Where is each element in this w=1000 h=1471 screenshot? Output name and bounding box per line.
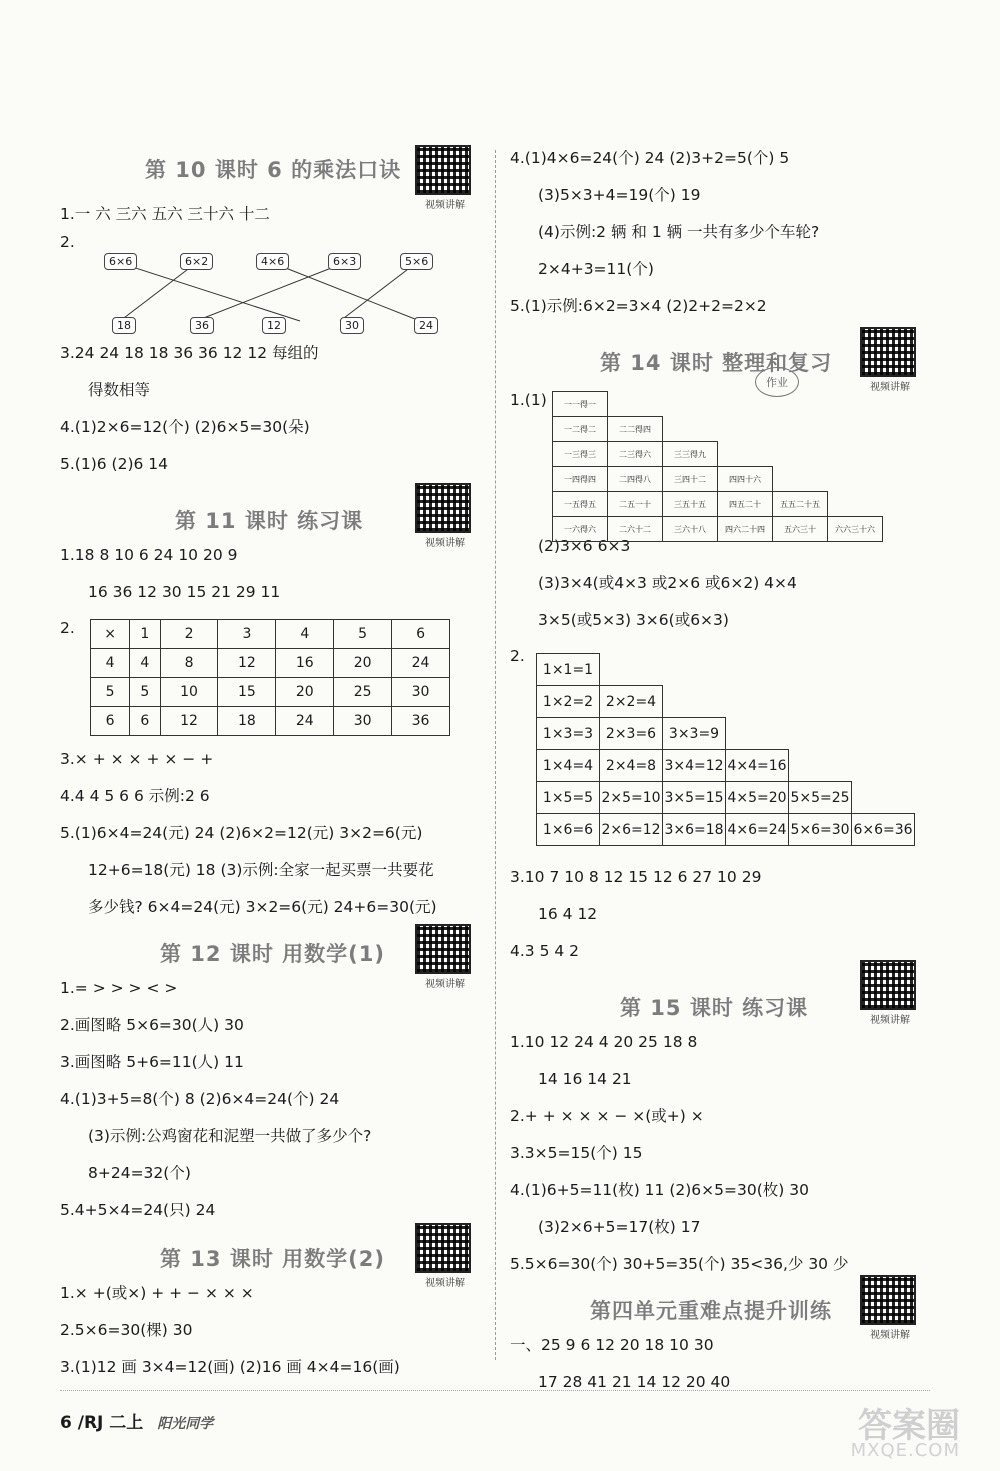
table-cell: 24 [392,649,450,678]
rhyme-cell [608,392,663,417]
table-cell: 3×4=12 [663,750,726,782]
table-cell: 36 [392,707,450,736]
rhyme-cell: 二六十二 [608,517,663,542]
table-cell: 5 [130,678,160,707]
table-row [537,686,915,718]
answer-line: 3.3×5=15(个) 15 [510,1144,643,1162]
table-cell: 30 [334,707,392,736]
table-row [553,517,883,542]
table-cell: 6 [91,707,130,736]
table-cell [789,686,852,718]
table-cell: 10 [160,678,218,707]
table-cell: 30 [392,678,450,707]
watermark-url: MXQE.COM [850,1440,960,1461]
section-10-header [60,140,480,211]
question-number: 2. [60,619,75,637]
value-chip: 30 [340,317,364,334]
table-row [553,417,883,442]
table-cell: 16 [276,649,334,678]
section-16-header [510,1281,930,1341]
answer-line: 1.× +(或×) + + − × × × [60,1284,254,1302]
rhyme-cell: 一一得一 [553,392,608,417]
table-cell [852,654,915,686]
table-cell: 18 [218,707,276,736]
expr-chip: 6×6 [104,253,137,270]
table-cell [789,654,852,686]
section-title: 第 12 课时 用数学(1) [160,942,385,966]
rhyme-cell [828,417,883,442]
table-row [91,678,450,707]
rhyme-cell [773,467,828,492]
rhyme-cell [773,392,828,417]
section-title: 第四单元重难点提升训练 [590,1299,832,1323]
answer-line: 17 28 41 21 14 12 20 40 [538,1373,731,1391]
table-cell: 4×5=20 [726,782,789,814]
answer-line: 5.(1)6 (2)6 14 [60,455,169,473]
answer-line: 得数相等 [88,381,151,399]
answer-line: 12+6=18(元) 18 (3)示例:全家一起买票一共要花 [88,861,434,879]
answer-line: 1.18 8 10 6 24 10 20 9 [60,546,238,564]
table-cell: 4×6=24 [726,814,789,846]
table-cell: 6 [130,707,160,736]
table-cell: 12 [160,707,218,736]
answer-line: 2×4+3=11(个) [538,260,654,278]
value-chip: 24 [414,317,438,334]
rhyme-cell: 四六二十四 [718,517,773,542]
table-cell: 2×2=4 [600,686,663,718]
table-cell [663,686,726,718]
section-15-header [510,978,930,1032]
value-chip: 18 [112,317,136,334]
rhyme-cell [718,442,773,467]
answer-line: 4.(1)3+5=8(个) 8 (2)6×4=24(个) 24 [60,1090,340,1108]
value-chip: 12 [262,317,286,334]
rhyme-cell: 四四十六 [718,467,773,492]
table-row [553,442,883,467]
answer-line: (4)示例:2 辆 和 1 辆 一共有多少个车轮? [538,223,820,241]
table-row [91,620,450,649]
table-cell [726,718,789,750]
answer-line: 16 4 12 [538,905,598,923]
table-cell: 5 [334,620,392,649]
table-cell: 2×6=12 [600,814,663,846]
answer-line: 1.= > > > < > [60,979,178,997]
table-row [537,782,915,814]
rhyme-cell: 三五十五 [663,492,718,517]
question-number: 2. [510,647,525,665]
qr-code[interactable]: 视频讲解 [415,145,475,211]
table-cell: 2×5=10 [600,782,663,814]
table-cell: 3×3=9 [663,718,726,750]
table-cell [852,750,915,782]
rhyme-cell: 六六三十六 [828,517,883,542]
table-cell: 2×4=8 [600,750,663,782]
qr-code[interactable]: 视频讲解 [415,1223,475,1289]
answer-line: 5.(1)6×4=24(元) 24 (2)6×2=12(元) 3×2=6(元) [60,824,423,842]
rhyme-cell [663,417,718,442]
table-cell: 4 [91,649,130,678]
answer-line: 2.+ + × × × − ×(或+) × [510,1107,704,1125]
table-cell [852,782,915,814]
brand-logo: 阳光同学 [157,1416,214,1432]
left-column [60,140,480,1394]
table-cell: × [91,620,130,649]
table-cell: 3 [218,620,276,649]
section-title: 第 11 课时 练习课 [175,509,364,533]
rhyme-cell: 一四得四 [553,467,608,492]
rhyme-cell [718,392,773,417]
rhyme-cell [828,467,883,492]
section-title: 第 13 课时 用数学(2) [160,1247,385,1271]
multiplication-triangle [536,653,915,846]
table-cell: 15 [218,678,276,707]
answer-line: 2.5×6=30(棵) 30 [60,1321,193,1339]
qr-code[interactable]: 视频讲解 [860,1275,920,1341]
section-title: 第 14 课时 整理和复习 [600,351,833,375]
rhyme-cell [773,417,828,442]
rhyme-cell: 二二得四 [608,417,663,442]
table-cell: 1 [130,620,160,649]
table-cell: 8 [160,649,218,678]
table-cell [663,654,726,686]
table-row [553,392,883,417]
table-cell: 1×2=2 [537,686,600,718]
answer-line: (3)2×6+5=17(枚) 17 [538,1218,701,1236]
stamp: 作业 [755,367,799,397]
table-cell: 24 [276,707,334,736]
expr-chip: 5×6 [400,253,433,270]
section-title: 第 15 课时 练习课 [620,996,809,1020]
table-row [537,814,915,846]
answer-line: 4.(1)6+5=11(枚) 11 (2)6×5=30(枚) 30 [510,1181,809,1199]
table-cell [852,718,915,750]
rhyme-triangle [552,391,883,542]
answer-line: (2)3×6 6×3 [538,537,631,555]
answer-line: 4.4 4 5 6 6 示例:2 6 [60,787,210,805]
answer-line: 2.画图略 5×6=30(人) 30 [60,1016,244,1034]
rhyme-cell [663,392,718,417]
page-number: 6 /RJ 二上 [60,1413,144,1433]
table-cell: 5×6=30 [789,814,852,846]
right-column [510,140,930,1409]
answer-line: (3)5×3+4=19(个) 19 [538,186,701,204]
answer-line: 4.(1)4×6=24(个) 24 (2)3+2=5(个) 5 [510,149,790,167]
qr-code[interactable]: 视频讲解 [415,924,475,990]
table-cell: 3×6=18 [663,814,726,846]
rhyme-cell: 一二得二 [553,417,608,442]
answer-line: 5.(1)示例:6×2=3×4 (2)2+2=2×2 [510,297,767,315]
rhyme-cell [828,492,883,517]
answer-line: 一、25 9 6 12 20 18 10 30 [510,1336,714,1354]
rhyme-cell [718,417,773,442]
table-cell: 6 [392,620,450,649]
answer-line: 4.(1)2×6=12(个) (2)6×5=30(朵) [60,418,310,436]
question-number: 1.(1) [510,391,547,409]
rhyme-cell: 二四得八 [608,467,663,492]
answer-line: 3×5(或5×3) 3×6(或6×3) [538,611,729,629]
rhyme-cell: 一五得五 [553,492,608,517]
footer-rule [60,1390,930,1391]
section-11-header [60,491,480,549]
table-cell: 1×1=1 [537,654,600,686]
table-cell: 4 [130,649,160,678]
table-row [537,750,915,782]
table-cell: 1×5=5 [537,782,600,814]
value-chip: 36 [190,317,214,334]
table-cell [600,654,663,686]
rhyme-cell [773,442,828,467]
table-cell: 2×3=6 [600,718,663,750]
multiplication-table [90,619,450,736]
answer-line: 4.3 5 4 2 [510,942,580,960]
expr-chip: 4×6 [256,253,289,270]
table-row [553,492,883,517]
rhyme-cell: 三六十八 [663,517,718,542]
rhyme-cell [828,442,883,467]
table-cell: 12 [218,649,276,678]
page-footer [60,1408,213,1433]
answer-line: (3)示例:公鸡窗花和泥塑一共做了多少个? [88,1127,372,1145]
answer-line: (3)3×4(或4×3 或2×6 或6×2) 4×4 [538,574,797,592]
expr-chip: 6×3 [328,253,361,270]
table-cell [789,718,852,750]
answer-line: 多少钱? 6×4=24(元) 3×2=6(元) 24+6=30(元) [88,898,437,916]
answer-line: 8+24=32(个) [88,1164,191,1182]
rhyme-triangle-block [510,391,930,536]
multiplication-triangle-block [510,647,930,867]
section-12-header [60,924,480,990]
rhyme-cell: 一三得三 [553,442,608,467]
rhyme-cell: 三三得九 [663,442,718,467]
table-row [537,718,915,750]
table-cell [852,686,915,718]
section-14-header [510,333,930,393]
watermark: 答案圈 [858,1406,960,1446]
qr-code[interactable]: 视频讲解 [860,960,920,1026]
rhyme-cell: 五五二十五 [773,492,828,517]
answer-line: 3.24 24 18 18 36 36 12 12 每组的 [60,344,319,362]
table-cell: 25 [334,678,392,707]
table-cell: 2 [160,620,218,649]
section-title: 第 10 课时 6 的乘法口诀 [145,158,402,182]
table-cell: 4 [276,620,334,649]
rhyme-cell: 三四十二 [663,467,718,492]
table-cell: 3×5=15 [663,782,726,814]
table-cell [726,654,789,686]
table-cell: 5×5=25 [789,782,852,814]
table-cell: 20 [276,678,334,707]
rhyme-cell: 一六得六 [553,517,608,542]
rhyme-cell [828,392,883,417]
section-13-header [60,1229,480,1289]
rhyme-cell: 四五二十 [718,492,773,517]
table-row [91,649,450,678]
answer-line: 3.画图略 5+6=11(人) 11 [60,1053,244,1071]
qr-code[interactable]: 视频讲解 [415,483,475,549]
answer-line: 3.10 7 10 8 12 15 12 6 27 10 29 [510,868,762,886]
table-cell: 6×6=36 [852,814,915,846]
table-cell: 20 [334,649,392,678]
table-cell: 4×4=16 [726,750,789,782]
table-cell [789,750,852,782]
answer-line: 16 36 12 30 15 21 29 11 [88,583,281,601]
rhyme-cell: 五六三十 [773,517,828,542]
answer-line: 1.一 六 三六 五六 三十六 十二 [60,205,270,223]
table-cell: 1×3=3 [537,718,600,750]
rhyme-cell: 二五一十 [608,492,663,517]
answer-line: 3.× + × × + × − + [60,750,214,768]
answer-line: 5.4+5×4=24(只) 24 [60,1201,216,1219]
answer-line: 5.5×6=30(个) 30+5=35(个) 35<36,少 30 少 [510,1255,849,1273]
table-cell: 5 [91,678,130,707]
qr-code[interactable]: 视频讲解 [860,327,920,393]
table-cell [726,686,789,718]
question-number: 2. [60,233,75,251]
multiplication-table-block [60,619,480,749]
answer-line: 1.10 12 24 4 20 25 18 8 [510,1033,698,1051]
expr-chip: 6×2 [180,253,213,270]
table-cell: 1×6=6 [537,814,600,846]
answer-line: 14 16 14 21 [538,1070,632,1088]
matching-diagram [60,233,480,343]
column-divider [495,150,496,1360]
table-row [91,707,450,736]
rhyme-cell: 二三得六 [608,442,663,467]
table-row [537,654,915,686]
table-row [553,467,883,492]
table-cell: 1×4=4 [537,750,600,782]
answer-line: 3.(1)12 画 3×4=12(画) (2)16 画 4×4=16(画) [60,1358,400,1376]
